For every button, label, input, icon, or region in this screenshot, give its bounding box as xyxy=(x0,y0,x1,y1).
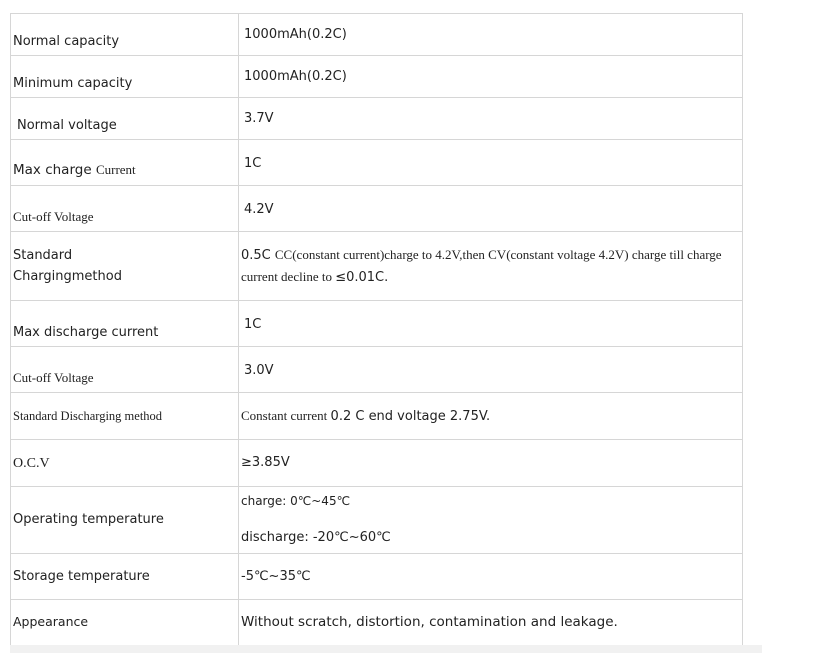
table-row xyxy=(11,393,743,440)
row-label: Operating temperature xyxy=(11,487,239,554)
table-row xyxy=(11,347,743,393)
spec-table xyxy=(10,13,743,646)
table-row xyxy=(11,487,743,554)
row-label: Storage temperature xyxy=(11,554,239,600)
row-value: 1000mAh(0.2C) xyxy=(239,14,743,56)
row-value: ≥3.85V xyxy=(239,440,743,487)
table-row xyxy=(11,140,743,186)
row-label: Max discharge current xyxy=(11,301,239,347)
row-value xyxy=(239,232,743,301)
row-value: 3.0V xyxy=(239,347,743,393)
row-value: 3.7V xyxy=(239,98,743,140)
table-row xyxy=(11,554,743,600)
row-value: 1000mAh(0.2C) xyxy=(239,56,743,98)
table-row xyxy=(11,56,743,98)
row-value-part: 0.5C xyxy=(241,248,275,263)
row-label: Cut-off Voltage xyxy=(11,186,239,232)
row-label xyxy=(11,140,239,186)
row-label-part: Current xyxy=(95,161,136,177)
row-value-line: charge: 0℃~45℃ xyxy=(241,494,351,509)
table-row xyxy=(11,14,743,56)
row-value-part: CC(constant current)charge to 4.2V,then CV(constant voltage 4.2V) charge till charge current decline to xyxy=(241,247,722,284)
row-label: Cut-off Voltage xyxy=(11,347,239,393)
row-label-line: Chargingmethod xyxy=(13,269,122,284)
row-value xyxy=(239,393,743,440)
row-value: Without scratch, distortion, contamination and leakage. xyxy=(239,600,743,646)
row-label-line: Standard xyxy=(13,248,73,263)
row-label: Appearance xyxy=(11,600,239,646)
row-label: O.C.V xyxy=(11,440,239,487)
table-row xyxy=(11,600,743,646)
row-label: Standard Discharging method xyxy=(11,393,239,440)
row-value-part: ≤0.01C. xyxy=(335,270,389,285)
row-label: Minimum capacity xyxy=(11,56,239,98)
row-value-part: 0.2 C end voltage 2.75V. xyxy=(330,408,491,424)
table-row xyxy=(11,440,743,487)
scrollbar-track[interactable] xyxy=(10,645,762,653)
table-row xyxy=(11,232,743,301)
table-row xyxy=(11,98,743,140)
table-row xyxy=(11,186,743,232)
row-value: 4.2V xyxy=(239,186,743,232)
row-label: Normal capacity xyxy=(11,14,239,56)
row-label xyxy=(11,232,239,301)
row-label: Normal voltage xyxy=(11,98,239,140)
row-value-part: Constant current xyxy=(241,407,331,423)
row-label-part: Max charge xyxy=(13,161,96,178)
table-row xyxy=(11,301,743,347)
row-value xyxy=(239,487,743,554)
row-value: 1C xyxy=(239,301,743,347)
row-value: -5℃~35℃ xyxy=(239,554,743,600)
row-value: 1C xyxy=(239,140,743,186)
row-value-line: discharge: -20℃~60℃ xyxy=(241,530,391,546)
